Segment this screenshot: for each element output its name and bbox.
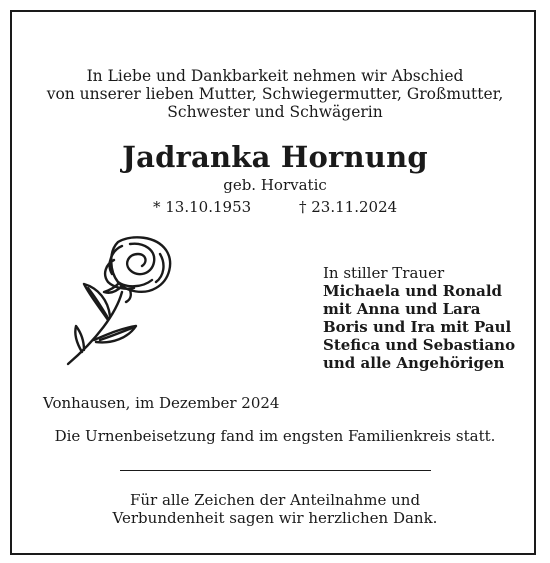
mourner-name: und alle Angehörigen [323,354,505,372]
mourners-block [323,264,515,372]
birth-date: * 13.10.1953 [153,198,252,216]
thanks-line: Für alle Zeichen der Anteilnahme und [129,491,421,509]
mourner-name: Boris und Ira mit Paul [323,318,512,336]
maiden-name: geb. Horvatic [223,176,327,194]
death-date: † 23.11.2024 [299,198,398,216]
mourner-name: Stefica und Sebastiano [323,336,516,354]
divider-line [120,470,431,471]
place-and-date: Vonhausen, im Dezember 2024 [43,394,280,412]
thanks-line: Verbundenheit sagen wir herzlichen Dank. [112,509,438,527]
rose-icon [52,230,182,370]
urn-burial-note: Die Urnenbeisetzung fand im engsten Familienkreis statt. [54,427,496,445]
intro-line: Schwester und Schwägerin [167,103,383,121]
mourner-name: mit Anna und Lara [323,300,481,318]
mourners-heading: In stiller Trauer [323,264,445,282]
intro-line: von unserer lieben Mutter, Schwiegermutter, Großmutter, [46,85,504,103]
intro-line: In Liebe und Dankbarkeit nehmen wir Abschied [86,67,464,85]
deceased-name: Jadranka Hornung [122,140,428,174]
intro-text [0,67,550,121]
mourner-name: Michaela und Ronald [323,282,503,300]
thanks-text [0,491,550,527]
